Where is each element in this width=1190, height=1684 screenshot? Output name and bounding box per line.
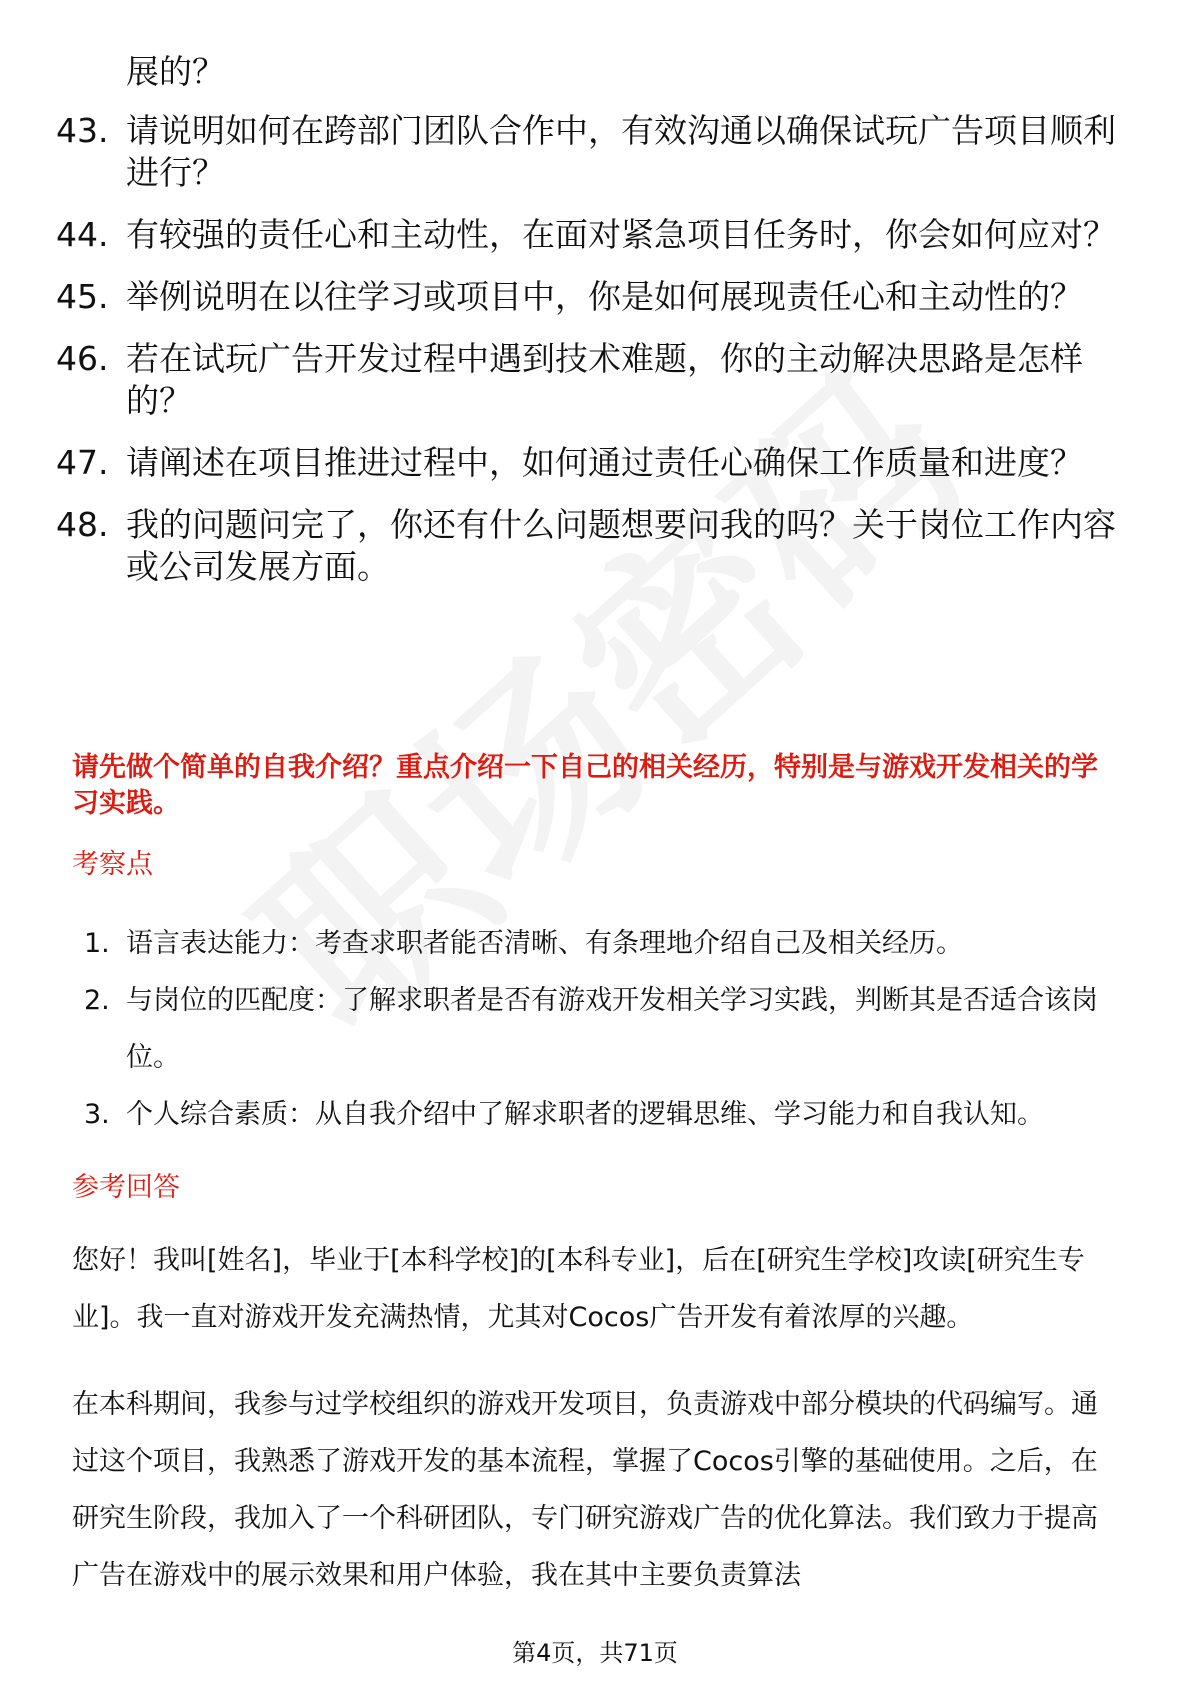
- question-number: 43.: [56, 111, 109, 150]
- key-point-text: 个人综合素质：从自我介绍中了解求职者的逻辑思维、学习能力和自我认知。: [126, 1099, 1044, 1130]
- key-point-item: [84, 1086, 1124, 1143]
- key-point-number: 3.: [84, 1099, 110, 1130]
- key-point-item: [84, 972, 1124, 1086]
- question-item: [56, 442, 1116, 484]
- question-text: 有较强的责任心和主动性，在面对紧急项目任务时，你会如何应对？: [126, 215, 1116, 254]
- question-text: 我的问题问完了，你还有什么问题想要问我的吗？关于岗位工作内容或公司发展方面。: [126, 505, 1116, 586]
- question-text: 举例说明在以往学习或项目中，你是如何展现责任心和主动性的？: [126, 277, 1083, 316]
- question-text: 请说明如何在跨部门团队合作中，有效沟通以确保试玩广告项目顺利进行？: [126, 111, 1116, 192]
- question-number: 45.: [56, 277, 109, 316]
- question-text: 若在试玩广告开发过程中遇到技术难题，你的主动解决思路是怎样的？: [126, 339, 1083, 420]
- question-list: [56, 110, 1116, 608]
- key-points-label: 考察点: [72, 849, 153, 880]
- question-item: [56, 214, 1116, 256]
- question-item: [56, 504, 1116, 588]
- question-number: 48.: [56, 505, 109, 544]
- key-point-item: [84, 915, 1124, 972]
- question-item: [56, 276, 1116, 318]
- question-number: 46.: [56, 339, 109, 378]
- key-point-number: 1.: [84, 928, 110, 959]
- answer-paragraph: 在本科期间，我参与过学校组织的游戏开发项目，负责游戏中部分模块的代码编写。通过这个项目，我熟悉了游戏开发的基本流程，掌握了Cocos引擎的基础使用。之后，在研究生阶段，我加入了一个科研团队，专门研究游戏广告的优化算法。我们致力于提高广告在游戏中的展示效果和用户体验，我在其中主要负责算法: [72, 1389, 1098, 1591]
- question-item: [56, 338, 1116, 422]
- question-item: [56, 110, 1116, 194]
- question-number: 44.: [56, 215, 109, 254]
- question-text: 请阐述在项目推进过程中，如何通过责任心确保工作质量和进度？: [126, 443, 1083, 482]
- key-point-text: 与岗位的匹配度：了解求职者是否有游戏开发相关学习实践，判断其是否适合该岗位。: [126, 985, 1098, 1073]
- question-continuation: 展的？: [126, 52, 225, 91]
- question-number: 47.: [56, 443, 109, 482]
- key-point-number: 2.: [84, 985, 110, 1016]
- main-question-heading: 请先做个简单的自我介绍？重点介绍一下自己的相关经历，特别是与游戏开发相关的学习实践。: [72, 752, 1098, 819]
- key-points-list: [84, 915, 1124, 1143]
- reference-answer-label: 参考回答: [72, 1172, 180, 1203]
- key-point-text: 语言表达能力：考查求职者能否清晰、有条理地介绍自己及相关经历。: [126, 928, 963, 959]
- page-footer: 第4页，共71页: [512, 1639, 678, 1667]
- answer-paragraph: 您好！我叫[姓名]，毕业于[本科学校]的[本科专业]，后在[研究生学校]攻读[研究生专业]。我一直对游戏开发充满热情，尤其对Cocos广告开发有着浓厚的兴趣。: [72, 1245, 1085, 1333]
